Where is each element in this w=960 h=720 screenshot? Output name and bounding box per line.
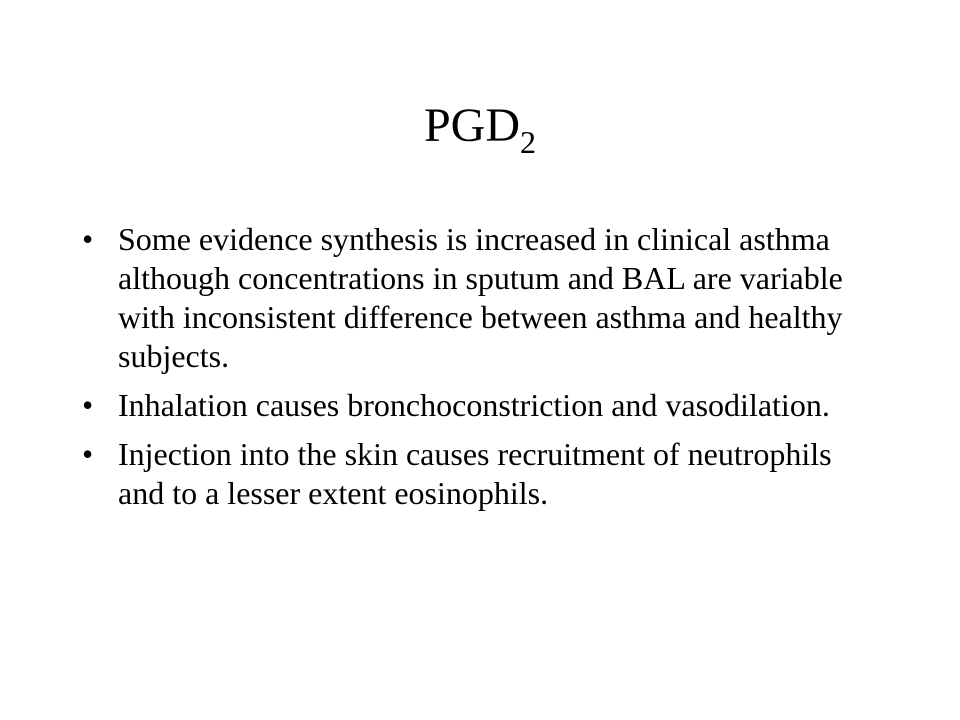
bullet-icon: • <box>82 221 94 257</box>
bullet-icon: • <box>82 387 94 423</box>
bullet-item <box>82 435 882 513</box>
bullet-icon: • <box>82 436 94 472</box>
slide-title-subscript: 2 <box>520 124 537 160</box>
bullet-text: Injection into the skin causes recruitment of neutrophils and to a lesser extent eosinophils. <box>118 436 832 511</box>
bullet-list <box>82 220 882 523</box>
slide-title-main: PGD <box>423 99 521 152</box>
slide-title <box>0 96 960 160</box>
bullet-item <box>82 386 882 425</box>
bullet-item <box>82 220 882 376</box>
bullet-text: Inhalation causes bronchoconstriction and vasodilation. <box>118 387 830 423</box>
bullet-text: Some evidence synthesis is increased in clinical asthma although concentrations in sputum and BAL are variable with inconsistent difference between asthma and healthy subjects. <box>118 221 843 374</box>
